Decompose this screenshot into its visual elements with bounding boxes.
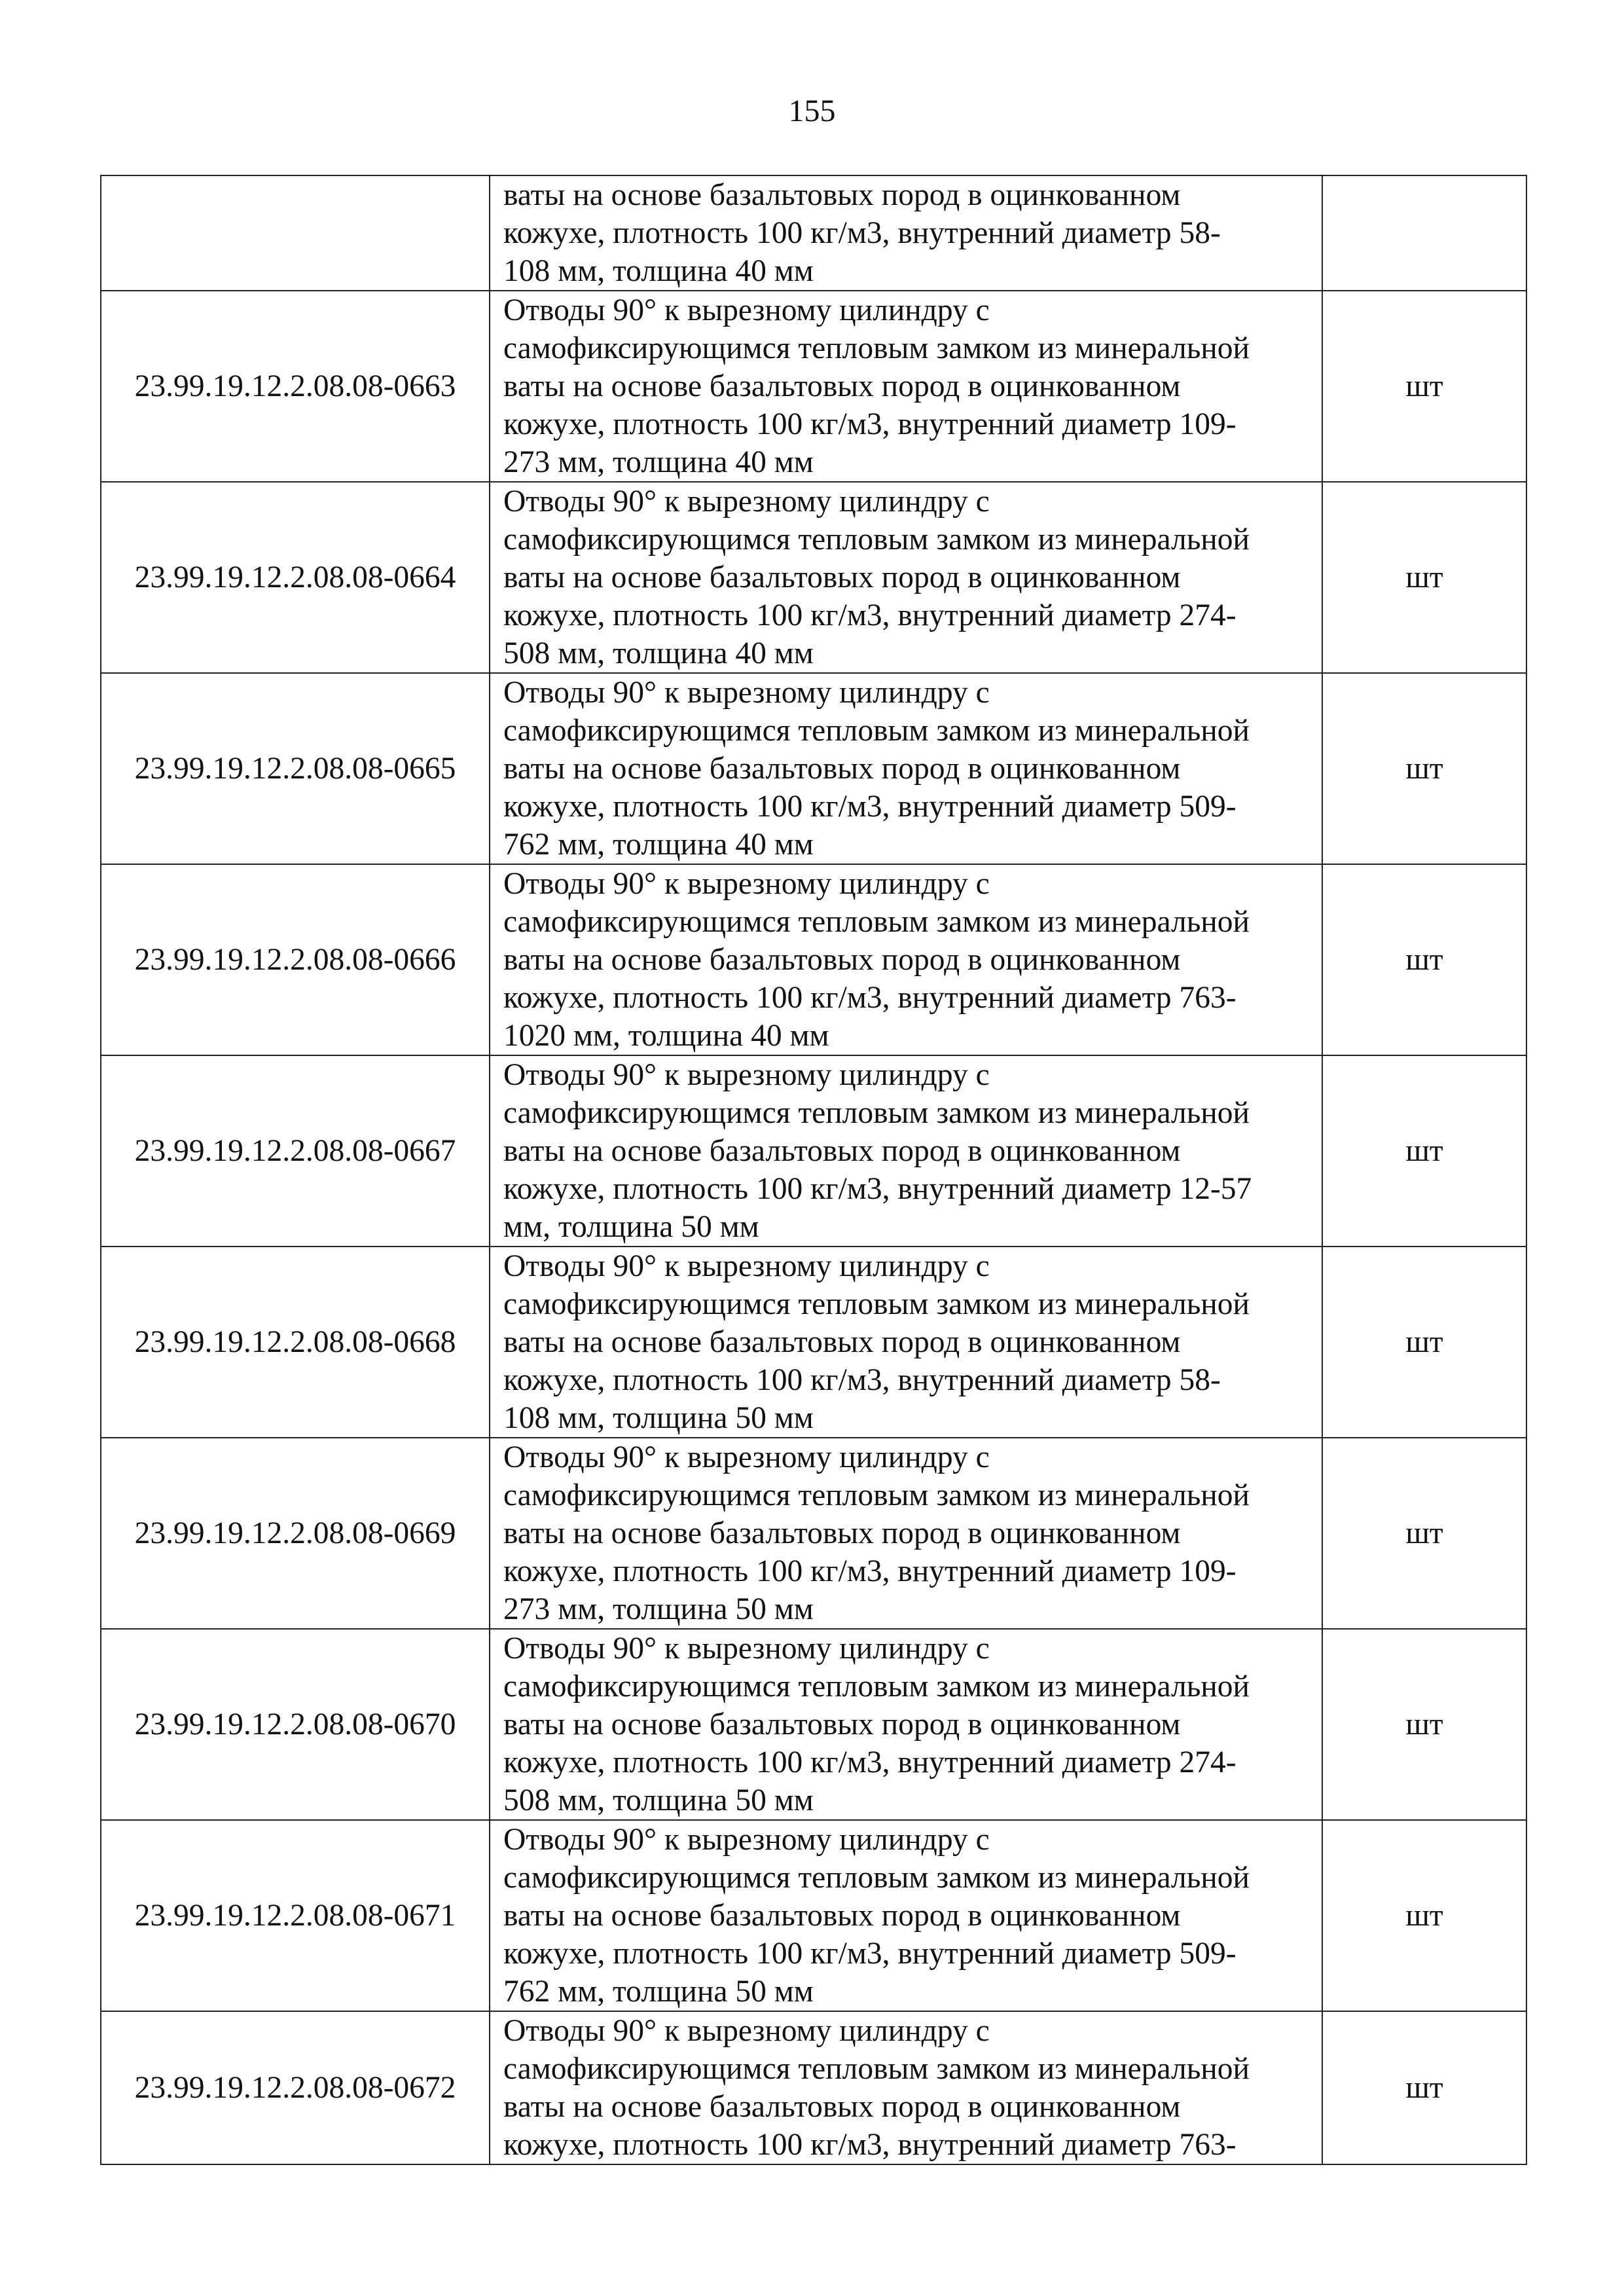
description-line: ваты на основе базальтовых пород в оцинкованном [503,1899,1181,1933]
description-cell [490,864,1322,1055]
table-row [101,1438,1526,1629]
description-line: Отводы 90° к вырезному цилиндру с [503,867,990,901]
unit-cell: шт [1322,1820,1526,2011]
description-cell [490,1055,1322,1247]
code-cell: 23.99.19.12.2.08.08-0669 [101,1438,490,1629]
description-line: кожухе, плотность 100 кг/м3, внутренний диаметр 58- [503,216,1221,250]
code-cell: 23.99.19.12.2.08.08-0668 [101,1247,490,1438]
description-line: самофиксирующимся тепловым замком из минеральной [503,1478,1250,1512]
code-cell: 23.99.19.12.2.08.08-0663 [101,291,490,482]
unit-cell: шт [1322,1055,1526,1247]
description-line: 762 мм, толщина 50 мм [503,1975,814,2009]
code-cell: 23.99.19.12.2.08.08-0665 [101,673,490,864]
description-cell [490,1820,1322,2011]
description-line: кожухе, плотность 100 кг/м3, внутренний диаметр 58- [503,1363,1221,1397]
description-cell [490,175,1322,291]
description-line: Отводы 90° к вырезному цилиндру с [503,676,990,710]
description-line: ваты на основе базальтовых пород в оцинкованном [503,1325,1181,1359]
unit-cell [1322,175,1526,291]
description-line: самофиксирующимся тепловым замком из минеральной [503,522,1250,556]
description-cell [490,673,1322,864]
description-line: самофиксирующимся тепловым замком из минеральной [503,905,1250,939]
code-cell: 23.99.19.12.2.08.08-0671 [101,1820,490,2011]
description-cell [490,1629,1322,1820]
description-cell [490,1438,1322,1629]
table-row [101,1247,1526,1438]
description-line: Отводы 90° к вырезному цилиндру с [503,1249,990,1283]
unit-cell: шт [1322,2011,1526,2164]
description-line: 762 мм, толщина 40 мм [503,828,814,862]
description-line: 1020 мм, толщина 40 мм [503,1019,829,1053]
description-line: 508 мм, толщина 40 мм [503,636,814,670]
description-line: Отводы 90° к вырезному цилиндру с [503,1823,990,1857]
description-line: кожухе, плотность 100 кг/м3, внутренний диаметр 109- [503,1554,1236,1588]
code-cell: 23.99.19.12.2.08.08-0667 [101,1055,490,1247]
description-line: Отводы 90° к вырезному цилиндру с [503,484,990,519]
description-line: самофиксирующимся тепловым замком из минеральной [503,2052,1250,2086]
unit-cell: шт [1322,482,1526,673]
description-line: Отводы 90° к вырезному цилиндру с [503,293,990,327]
description-line: ваты на основе базальтовых пород в оцинкованном [503,752,1181,786]
description-line: 508 мм, толщина 50 мм [503,1783,814,1817]
description-line: кожухе, плотность 100 кг/м3, внутренний диаметр 12-57 [503,1172,1252,1206]
description-cell [490,482,1322,673]
description-line: кожухе, плотность 100 кг/м3, внутренний диаметр 509- [503,790,1236,824]
description-line: кожухе, плотность 100 кг/м3, внутренний диаметр 509- [503,1937,1236,1971]
unit-cell: шт [1322,864,1526,1055]
description-line: кожухе, плотность 100 кг/м3, внутренний диаметр 274- [503,598,1236,632]
description-line: 273 мм, толщина 40 мм [503,445,814,479]
description-line: самофиксирующимся тепловым замком из минеральной [503,714,1250,748]
code-cell: 23.99.19.12.2.08.08-0672 [101,2011,490,2164]
table-row [101,1820,1526,2011]
table-row [101,1055,1526,1247]
description-line: ваты на основе базальтовых пород в оцинкованном [503,369,1181,403]
description-line: Отводы 90° к вырезному цилиндру с [503,2014,990,2048]
description-line: кожухе, плотность 100 кг/м3, внутренний диаметр 274- [503,1745,1236,1779]
table-row [101,673,1526,864]
code-cell [101,175,490,291]
unit-cell: шт [1322,1629,1526,1820]
description-line: ваты на основе базальтовых пород в оцинкованном [503,2090,1181,2124]
code-cell: 23.99.19.12.2.08.08-0666 [101,864,490,1055]
code-cell: 23.99.19.12.2.08.08-0664 [101,482,490,673]
description-line: Отводы 90° к вырезному цилиндру с [503,1631,990,1666]
description-line: самофиксирующимся тепловым замком из минеральной [503,1861,1250,1895]
description-line: ваты на основе базальтовых пород в оцинкованном [503,1516,1181,1550]
description-line: самофиксирующимся тепловым замком из минеральной [503,1096,1250,1130]
description-line: ваты на основе базальтовых пород в оцинкованном [503,1134,1181,1168]
table-row [101,175,1526,291]
resource-table [100,175,1527,2165]
description-line: ваты на основе базальтовых пород в оцинкованном [503,943,1181,977]
description-line: самофиксирующимся тепловым замком из минеральной [503,1287,1250,1321]
description-line: мм, толщина 50 мм [503,1210,759,1244]
description-line: ваты на основе базальтовых пород в оцинкованном [503,178,1181,212]
table-row [101,482,1526,673]
unit-cell: шт [1322,291,1526,482]
description-line: самофиксирующимся тепловым замком из минеральной [503,1669,1250,1704]
unit-cell: шт [1322,1247,1526,1438]
description-line: 273 мм, толщина 50 мм [503,1592,814,1626]
code-cell: 23.99.19.12.2.08.08-0670 [101,1629,490,1820]
table-row [101,291,1526,482]
description-cell [490,291,1322,482]
unit-cell: шт [1322,673,1526,864]
description-line: ваты на основе базальтовых пород в оцинкованном [503,560,1181,594]
table-row [101,2011,1526,2164]
description-line: кожухе, плотность 100 кг/м3, внутренний диаметр 763- [503,981,1236,1015]
description-line: самофиксирующимся тепловым замком из минеральной [503,331,1250,365]
table-row [101,864,1526,1055]
description-line: Отводы 90° к вырезному цилиндру с [503,1058,990,1092]
description-cell [490,2011,1322,2164]
description-line: 108 мм, толщина 50 мм [503,1401,814,1435]
table-row [101,1629,1526,1820]
description-line: Отводы 90° к вырезному цилиндру с [503,1440,990,1474]
description-line: 108 мм, толщина 40 мм [503,254,814,288]
description-line: кожухе, плотность 100 кг/м3, внутренний диаметр 763- [503,2128,1236,2162]
page-number: 155 [788,94,836,128]
description-line: ваты на основе базальтовых пород в оцинкованном [503,1707,1181,1741]
unit-cell: шт [1322,1438,1526,1629]
description-line: кожухе, плотность 100 кг/м3, внутренний диаметр 109- [503,407,1236,441]
description-cell [490,1247,1322,1438]
